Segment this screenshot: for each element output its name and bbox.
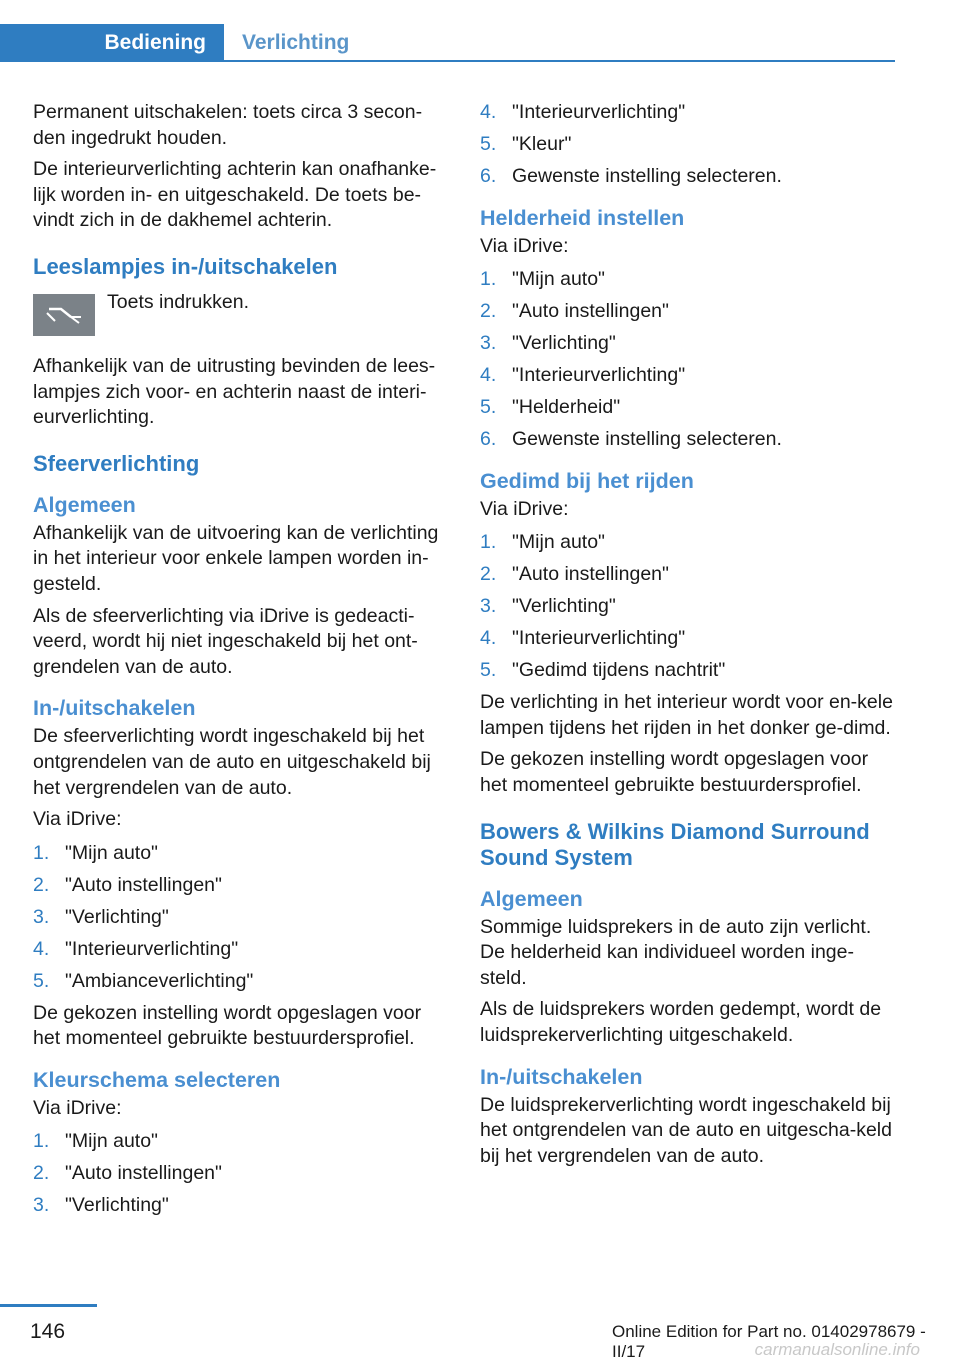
paragraph: Als de luidsprekers worden gedempt, wordt de luidsprekerverlichting uitgeschakeld.	[480, 998, 882, 1046]
step-text: "Interieurverlichting"	[512, 627, 686, 650]
step-text: "Helderheid"	[512, 396, 621, 419]
step-text: "Verlichting"	[65, 1194, 169, 1217]
step-text: "Interieurverlichting"	[512, 364, 686, 387]
step-text: "Verlichting"	[65, 905, 169, 928]
via-idrive: Via iDrive:	[33, 808, 122, 831]
step-number: 4.	[480, 101, 497, 123]
steps-list	[33, 841, 448, 995]
step-number: 5.	[480, 132, 497, 155]
step-number: 5.	[480, 396, 497, 419]
step-number: 3.	[480, 595, 497, 618]
paragraph: De luidsprekerverlichting wordt ingeschakeld bij het ontgrendelen van de auto en uitgescha-keld bij het vergrendelen van de auto.	[480, 1093, 892, 1167]
list-item	[33, 969, 448, 995]
step-number: 6.	[480, 428, 497, 451]
tab-bediening: Bediening	[0, 24, 224, 62]
step-number: 2.	[480, 563, 497, 586]
heading-algemeen: Algemeen	[33, 492, 136, 517]
watermark: carmanualsonline.info	[754, 1340, 920, 1359]
list-item	[480, 132, 895, 158]
list-item	[33, 873, 448, 899]
edition-note: Online Edition for Part no. 01402978679 - II/17	[612, 1322, 926, 1361]
list-item	[480, 395, 895, 421]
step-text: "Kleur"	[512, 132, 572, 155]
list-item	[480, 164, 895, 190]
list-item	[480, 427, 895, 453]
step-text: "Interieurverlichting"	[65, 937, 239, 960]
step-text: "Mijn auto"	[65, 841, 158, 864]
tab-verlichting: Verlichting	[242, 31, 350, 54]
step-number: 3.	[33, 1194, 50, 1217]
via-idrive: Via iDrive:	[33, 1096, 122, 1119]
list-item	[33, 841, 448, 867]
step-number: 4.	[480, 364, 497, 387]
list-item	[480, 626, 895, 652]
step-number: 5.	[33, 969, 50, 992]
step-text: "Gedimd tijdens nachtrit"	[512, 659, 726, 682]
right-column	[480, 100, 895, 1175]
step-text: "Mijn auto"	[65, 1130, 158, 1153]
step-number: 4.	[33, 937, 50, 960]
key-text: Toets indrukken.	[107, 290, 249, 313]
step-text: "Auto instellingen"	[65, 873, 222, 896]
step-number: 3.	[480, 332, 497, 355]
paragraph: Afhankelijk van de uitrusting bevinden de lees-lampjes zich voor- en achterin naast de interi-eurverlichting.	[33, 354, 436, 429]
step-number: 4.	[480, 627, 497, 650]
step-text: "Verlichting"	[512, 332, 616, 355]
list-item	[480, 331, 895, 357]
paragraph: De interieurverlichting achterin kan onafhanke-lijk worden in- en uitgeschakeld. De toets be-vindt zich in de dakhemel achterin.	[33, 158, 437, 232]
step-number: 2.	[33, 1162, 50, 1185]
via-idrive: Via iDrive:	[480, 497, 569, 520]
paragraph: Sommige luidsprekers in de auto zijn verlicht. De helderheid kan individueel worden inge-steld.	[480, 915, 872, 989]
step-text: "Mijn auto"	[512, 531, 605, 554]
list-item	[480, 299, 895, 325]
list-item	[33, 1193, 448, 1219]
heading-algemeen: Algemeen	[480, 886, 583, 911]
step-number: 1.	[480, 531, 497, 554]
paragraph: Permanent uitschakelen: toets circa 3 secon-den ingedrukt houden.	[33, 101, 423, 149]
header-rule	[224, 60, 895, 62]
heading-sfeerverlichting: Sfeerverlichting	[33, 450, 200, 476]
step-number: 3.	[33, 905, 50, 928]
reading-light-icon	[33, 294, 95, 336]
steps-list	[480, 530, 895, 684]
step-number: 2.	[33, 873, 50, 896]
step-text: "Ambianceverlichting"	[65, 969, 254, 992]
step-text: Gewenste instelling selecteren.	[512, 428, 782, 451]
heading-leeslampjes: Leeslampjes in-/uitschakelen	[33, 253, 338, 279]
step-text: "Interieurverlichting"	[512, 101, 686, 123]
list-item	[480, 100, 895, 126]
step-text: "Mijn auto"	[512, 268, 605, 291]
heading-kleurschema: Kleurschema selecteren	[33, 1067, 281, 1092]
heading-helderheid: Helderheid instellen	[480, 205, 685, 230]
page-number: 146	[30, 1320, 66, 1343]
header-tabs	[0, 24, 895, 62]
left-column	[33, 100, 448, 1225]
step-number: 6.	[480, 164, 497, 187]
list-item	[33, 1129, 448, 1155]
heading-in-uitschakelen: In-/uitschakelen	[33, 696, 196, 721]
paragraph: De gekozen instelling wordt opgeslagen voor het momenteel gebruikte bestuurdersprofiel.	[33, 1001, 422, 1050]
steps-list	[33, 1129, 448, 1219]
list-item	[33, 1161, 448, 1187]
step-text: "Verlichting"	[512, 595, 616, 618]
step-text: "Auto instellingen"	[512, 563, 669, 586]
footer-rule	[0, 1304, 97, 1307]
list-item	[480, 267, 895, 293]
via-idrive: Via iDrive:	[480, 234, 569, 257]
list-item	[33, 937, 448, 963]
step-number: 1.	[33, 841, 50, 864]
paragraph: De gekozen instelling wordt opgeslagen voor het momenteel gebruikte bestuurdersprofiel.	[480, 748, 869, 796]
list-item	[480, 594, 895, 620]
heading-gedimd: Gedimd bij het rijden	[480, 468, 694, 493]
step-text: "Auto instellingen"	[65, 1162, 222, 1185]
step-number: 5.	[480, 659, 497, 682]
heading-bowers-wilkins: Bowers & Wilkins Diamond Surround Sound System	[480, 818, 870, 870]
list-item	[480, 562, 895, 588]
list-item	[480, 363, 895, 389]
steps-list	[480, 100, 895, 190]
heading-in-uitschakelen: In-/uitschakelen	[480, 1064, 643, 1089]
step-number: 1.	[480, 268, 497, 291]
step-number: 1.	[33, 1130, 50, 1153]
list-item	[480, 658, 895, 684]
step-text: "Auto instellingen"	[512, 300, 669, 323]
paragraph: De sfeerverlichting wordt ingeschakeld bij het ontgrendelen van de auto en uitgeschakeld bij het vergrendelen van de auto.	[33, 725, 431, 799]
key-instruction	[33, 290, 448, 336]
paragraph: De verlichting in het interieur wordt voor en-kele lampen tijdens het rijden in het donker ge-dimd.	[480, 691, 893, 739]
list-item	[480, 530, 895, 556]
list-item	[33, 905, 448, 931]
paragraph: Als de sfeerverlichting via iDrive is gedeacti-veerd, wordt hij niet ingeschakeld bij het ont-grendelen van de auto.	[33, 604, 418, 678]
paragraph: Afhankelijk van de uitvoering kan de verlichting in het interieur voor enkele lampen worden in-gesteld.	[33, 521, 439, 595]
step-text: Gewenste instelling selecteren.	[512, 164, 782, 187]
steps-list	[480, 267, 895, 453]
step-number: 2.	[480, 300, 497, 323]
